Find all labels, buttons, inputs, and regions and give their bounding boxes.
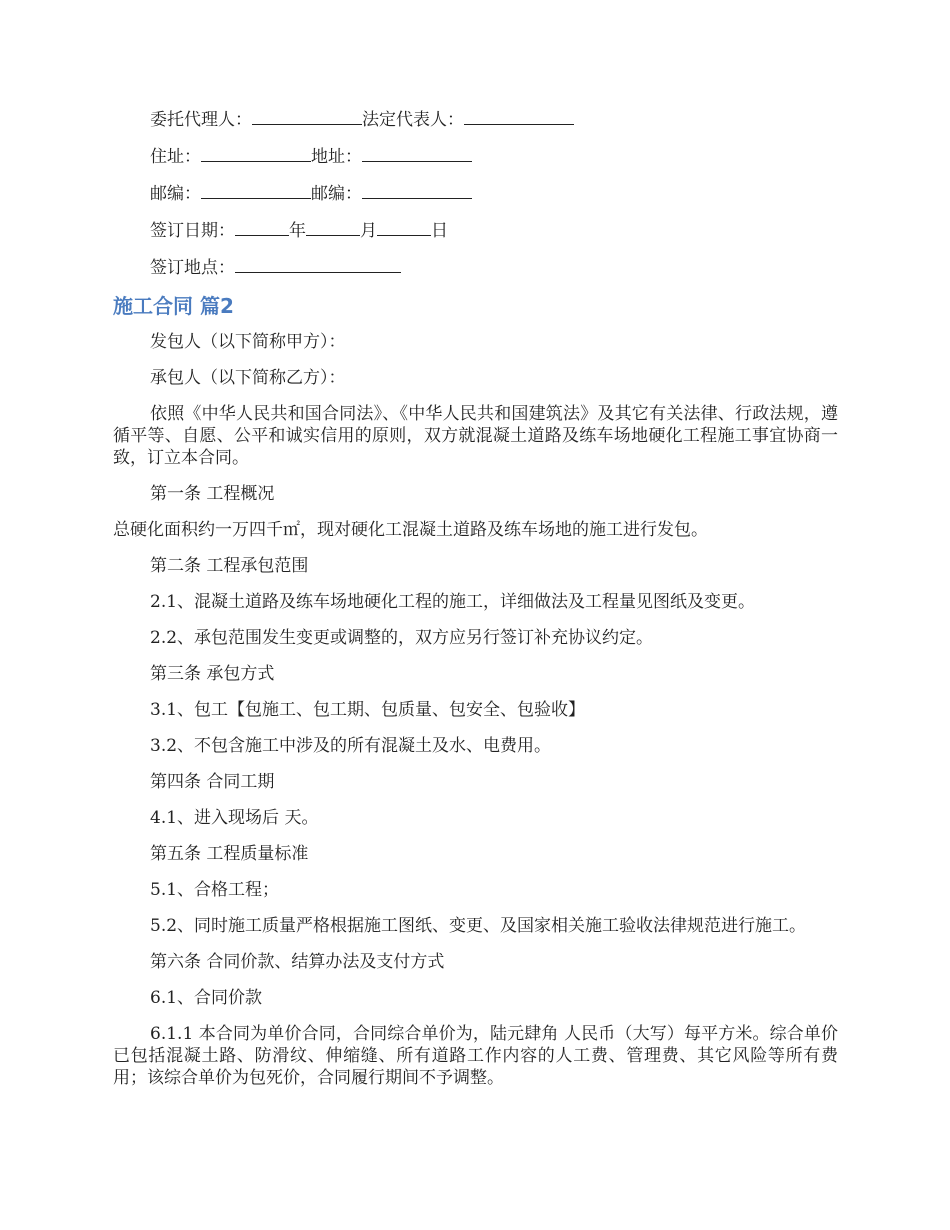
- sign-place-line: [113, 256, 838, 279]
- article-line: 4.1、进入现场后 天。: [150, 808, 319, 828]
- postcode-line: [113, 182, 838, 205]
- legal-rep-blank: [464, 108, 574, 125]
- article-line: 2.1、混凝土道路及练车场地硬化工程的施工，详细做法及工程量见图纸及变更。: [150, 592, 756, 612]
- address-blank: [362, 145, 472, 162]
- article-line: 第一条 工程概况: [150, 484, 275, 504]
- agent-line: [113, 108, 838, 131]
- legal-rep-label: 法定代表人：: [362, 110, 464, 130]
- postcode-label-1: 邮编：: [150, 184, 201, 204]
- address-line: [113, 145, 838, 168]
- preamble-paragraph: 依照《中华人民共和国合同法》、《中华人民共和国建筑法》及其它有关法律、行政法规，遵循平等、自愿、公平和诚实信用的原则，双方就混凝土道路及练车场地硬化工程施工事宜协商一致，订立本合同。: [113, 404, 838, 468]
- clause-6-1-line: 6.1、合同价款: [150, 988, 263, 1008]
- residence-blank: [201, 145, 311, 162]
- year-blank: [235, 219, 289, 236]
- sign-place-blank: [235, 256, 401, 273]
- clause-5-2-paragraph: 5.2、同时施工质量严格根据施工图纸、变更、及国家相关施工验收法律规范进行施工。: [150, 916, 807, 936]
- postcode-blank-2: [362, 182, 472, 199]
- month-label: 月: [360, 221, 377, 241]
- article-line: 总硬化面积约一万四千㎡，现对硬化工混凝土道路及练车场地的施工进行发包。: [113, 520, 708, 540]
- agent-label: 委托代理人：: [150, 110, 252, 130]
- document-page: [113, 108, 838, 1103]
- article-line: 第三条 承包方式: [150, 664, 275, 684]
- article-line: 3.2、不包含施工中涉及的所有混凝土及水、电费用。: [150, 736, 552, 756]
- article-line: 5.1、合格工程；: [150, 880, 280, 900]
- section-heading: 施工合同 篇2: [113, 294, 234, 318]
- postcode-label-2: 邮编：: [311, 184, 362, 204]
- sign-date-line: [113, 219, 838, 242]
- employer-line: 发包人（以下简称甲方）：: [150, 332, 346, 352]
- sign-place-label: 签订地点：: [150, 258, 235, 278]
- clause-6-1-1-paragraph: 6.1.1 本合同为单价合同，合同综合单价为，陆元肆角 人民币（大写）每平方米。综合单价已包括混凝土路、防滑纹、伸缩缝、所有道路工作内容的人工费、管理费、其它风险等所有费用；该综合单价为包死价，合同履行期间不予调整。: [113, 1024, 838, 1088]
- agent-blank: [252, 108, 362, 125]
- year-label: 年: [289, 221, 306, 241]
- contractor-line: 承包人（以下简称乙方）：: [150, 368, 346, 388]
- month-blank: [306, 219, 360, 236]
- article-6-line: 第六条 合同价款、结算办法及支付方式: [150, 952, 445, 972]
- address-label: 地址：: [311, 147, 362, 167]
- article-line: 3.1、包工【包施工、包工期、包质量、包安全、包验收】: [150, 700, 586, 720]
- article-line: 2.2、承包范围发生变更或调整的，双方应另行签订补充协议约定。: [150, 628, 654, 648]
- article-line: 第五条 工程质量标准: [150, 844, 309, 864]
- residence-label: 住址：: [150, 147, 201, 167]
- day-blank: [377, 219, 431, 236]
- article-line: 第二条 工程承包范围: [150, 556, 309, 576]
- postcode-blank-1: [201, 182, 311, 199]
- sign-date-label: 签订日期：: [150, 221, 235, 241]
- day-label: 日: [431, 221, 448, 241]
- article-line: 第四条 合同工期: [150, 772, 275, 792]
